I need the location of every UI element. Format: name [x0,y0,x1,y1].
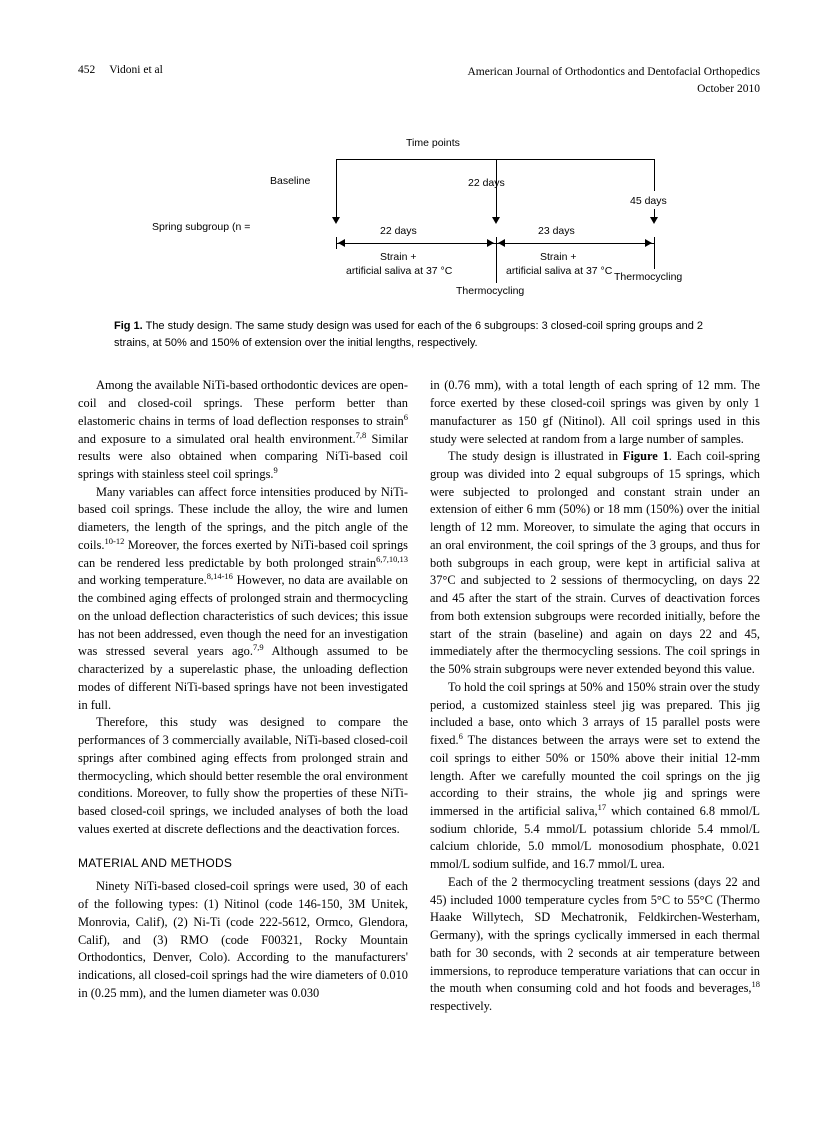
paragraph-right-1: in (0.76 mm), with a total length of each spring of 12 mm. The force exerted by these closed-coil springs was given by only 1 manufacturer as 150 gf (Nitinol). All coil springs used in this study were selected at random from a large number of samples. [430,378,760,446]
bracket-left-drop [336,159,337,191]
reference-marker: 7,9 [252,642,264,653]
interval-right-label: 23 days [538,225,575,238]
paragraph-left-2: Many variables can affect force intensities produced by NiTi-based coil springs. These include the alloy, the wire and lumen diameters, the length of the springs, and the pitch angle of the coils.$^{10-12}$ Moreover, the forces exerted by NiTi-based coil springs can be rendered less predictable by both prolonged strain$^{6,7,10,13}$ and working temperature.$^{8,14-16}$ However, no data are available on the combined aging effects of prolonged strain and thermocycling on the unload deflection characteristics of such devices; this issue has not been addressed, even though the need for an investigation was stressed several years ago.$^{7,9}$ Although assumed to be characterized by a superelastic phase, the unloading deflection modes of different NiTi-based springs have not been investigated in full. [78,484,408,712]
baseline-arrow-shaft [336,191,337,219]
page-number: 452 [78,64,96,76]
baseline-label: Baseline [270,175,311,188]
day45-arrow-head [650,217,658,224]
day22-arrow-shaft [496,191,497,219]
condition-right-line1: Strain + [540,251,577,264]
reference-marker: 9 [273,464,278,475]
left-column [78,377,408,1015]
condition-left-line1: Strain + [380,251,417,264]
spring-subgroup-label: Spring subgroup (n = [152,221,251,234]
figure-1-caption-number: Fig 1. [114,320,143,333]
reference-marker: 7,8 [355,429,367,440]
figure-1 [78,137,760,351]
running-head-right [467,64,760,97]
timepoint-22-days: 22 days [468,177,505,190]
issue-date: October 2010 [697,82,760,95]
section-heading-material-and-methods: MATERIAL AND METHODS [78,856,233,871]
bracket-right-drop [654,159,655,191]
diagram-title: Time points [406,137,460,150]
figure-1-caption-text: The study design. The same study design was used for each of the 6 subgroups: 3 closed-coil spring groups and 2 strains, at 50% and 150% of extension over the initial lengths, respectively. [114,320,704,349]
timepoint-45-days: 45 days [630,195,667,208]
figure-1-diagram [78,137,760,302]
interval-left-arrow-start [338,239,345,247]
right-column [430,377,760,1015]
day22-arrow-head [492,217,500,224]
figure-1-caption [114,318,724,351]
condition-right-line2: artificial saliva at 37 °C [506,265,613,278]
paragraph-right-4: Each of the 2 thermocycling treatment sessions (days 22 and 45) included 1000 temperature cycles from 5°C to 55°C (Thermo Haake Willytech, SD Mechatronik, Feldkirchen-Westerham, Germany), with the springs cyclically immersed in each thermal bath for 30 seconds, with 2 seconds at air temperature between immersions, to reproduce temperature variations that can occur in the mouth when consuming cold and hot foods and beverages,$^{18}$ respectively. [430,874,760,1014]
reference-marker: 6 [458,730,463,741]
figure-cross-reference[interactable]: Figure 1 [622,449,669,464]
thermocycling-left-label: Thermocycling [456,285,525,298]
timeline-tick-day45 [654,237,655,249]
paragraph-methods-1: Ninety NiTi-based closed-coil springs were used, 30 of each of the following types: (1) Nitinol (code 146-150, 3M Unitek, Monrovia, Calif), (2) Ni-Ti (code 222-5612, Ormco, Glendora, Calif), and (3) RMO (code F00321, Rocky Mountain Orthodontics, Denver, Colo). According to the manufacturers' indications, all closed-coil springs had the wire diameters of 0.010 in (0.25 mm), and the lumen diameter was 0.030 [78,879,408,1000]
thermocycling-right-label: Thermocycling [614,271,683,284]
reference-marker: 8,14-16 [206,571,233,582]
interval-left-label: 22 days [380,225,417,238]
reference-marker: 6,7,10,13 [376,553,408,564]
baseline-arrow-head [332,217,340,224]
timeline-axis [336,243,654,244]
paragraph-left-3: Therefore, this study was designed to compare the performances of 3 commercially available, NiTi-based closed-coil springs after combined aging effects from prolonged strain and thermocycling, which should better resemble the oral environment conditions. Moreover, to fully show the properties of these NiTi-based closed-coil springs, we included analyses of both the load values exerted at discrete deflections and the deactivation forces. [78,715,408,836]
condition-left-line2: artificial saliva at 37 °C [346,265,453,278]
timeline-tick-baseline [336,237,337,249]
paragraph-left-1: Among the available NiTi-based orthodontic devices are open-coil and closed-coil springs. These perform better than elastomeric chains in terms of load deflection responses to strain$^6$ and exposure to a simulated oral health environment.$^{7,8}$ Similar results were also obtained when comparing NiTi-based coil springs with stainless steel coil springs.$^9$ [78,378,408,482]
reference-marker: 17 [597,801,607,812]
running-head-authors: Vidoni et al [109,64,163,76]
reference-marker: 18 [751,979,760,990]
body-columns [78,377,760,1015]
journal-title: American Journal of Orthodontics and Dentofacial Orthopedics [467,66,760,78]
timeline-tick-day22 [496,237,497,249]
interval-left-arrow-end [487,239,494,247]
reference-marker: 6 [403,411,408,422]
bracket-top-line [336,159,654,160]
running-head [78,64,760,97]
thermocycling-right-leader [654,249,655,269]
paragraph-right-3: To hold the coil springs at 50% and 150% strain over the study period, a customized stainless steel jig was prepared. This jig included a base, onto which 3 arrays of 15 parallel posts were fixed.$^6$ The distances between the arrays were set to extend the coil springs to either 50% or 150% above their initial 12-mm length. After we carefully mounted the coil springs on the jig according to their strains, the whole jig and springs were immersed in the artificial saliva,$^{17}$ which contained 6.8 mmol/L sodium chloride, 5.4 mmol/L potassium chloride 5.4 mmol/L calcium chloride, 5.0 mmol/L monosodium phosphate, 0.021 mmol/L sodium sulfide, and 16.7 mmol/L urea. [430,679,760,872]
paragraph-right-2: The study design is illustrated in Figure 1. Each coil-spring group was divided into 2 equal subgroups of 15 springs, which were subjected to prolonged and constant strain under an extension of either 6 mm (50%) or 18 mm (150%) over the initial length of 12 mm. Moreover, to simulate the aging that occurs in an oral environment, the coil springs of the 3 groups, and thus for both subgroups in each group, were kept in artificial saliva at 37°C and subjected to 2 sessions of thermocycling, on days 22 and 45 after the start of the strain. Curves of deactivation forces from both extension subgroups were recorded initially, before the start of the strain (baseline) and again on days 22 and 45, immediately after the thermocycling sessions. The coil springs in the 50% strain subgroups were never extended beyond this value. [430,449,760,677]
reference-marker: 10-12 [104,535,125,546]
running-head-left [78,64,163,76]
thermocycling-left-leader [496,249,497,283]
interval-right-arrow-end [645,239,652,247]
interval-right-arrow-start [498,239,505,247]
